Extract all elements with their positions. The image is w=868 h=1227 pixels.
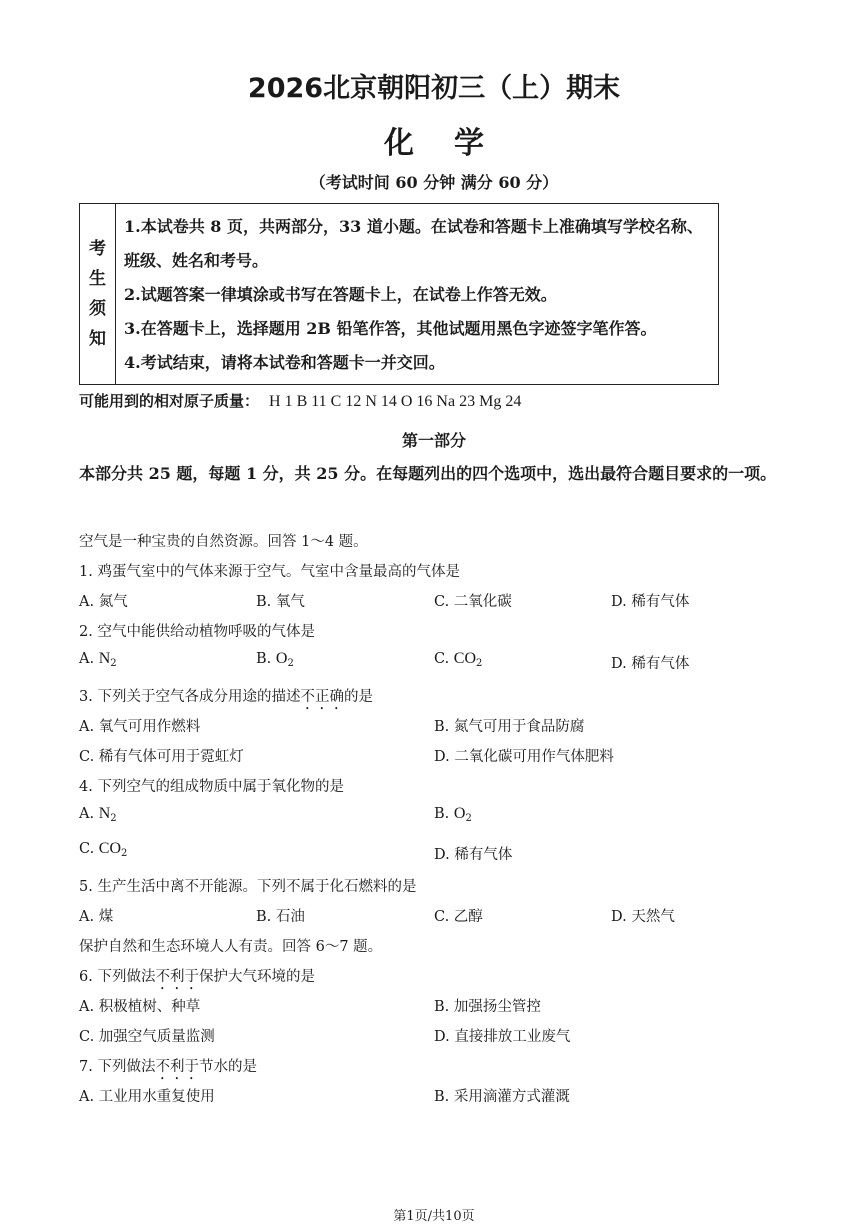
option-c: C. 稀有气体可用于霓虹灯 [79,749,244,765]
notice-head-char: 须 [89,299,106,319]
option-d: D. 直接排放工业废气 [434,1029,571,1045]
option-c: C. $CO_2$ [79,840,128,859]
part-intro: 本部分共 25 题，每题 1 分，共 25 分。在每题列出的四个选项中，选出最符合题目要求的一项。 [79,464,777,483]
option-d: D. 稀有气体 [434,847,513,863]
option-c: C. 二氧化碳 [434,594,512,610]
notice-head-char: 生 [89,269,106,289]
question-stem: 6. 下列做法不利于保护大气环境的是 [79,969,315,985]
notice-text [124,210,710,380]
notice-line: 1.本试卷共 8 页，共两部分，33 道小题。在试卷和答题卡上准确填写学校名称、班级、姓名和考号。 [124,217,703,270]
question-stem: 2. 空气中能供给动植物呼吸的气体是 [79,624,315,640]
notice-box [79,203,719,385]
notice-line: 2.试题答案一律填涂或书写在答题卡上，在试卷上作答无效。 [124,285,557,304]
atomic-mass-values: H 1 B 11 C 12 N 14 O 16 Na 23 Mg 24 [269,393,522,410]
notice-line: 3.在答题卡上，选择题用 2B 铅笔作答，其他试题用黑色字迹签字笔作答。 [124,319,657,338]
question-stem: 1. 鸡蛋气室中的气体来源于空气。气室中含量最高的气体是 [79,564,460,580]
option-b: B. 氧气 [256,594,305,610]
subject-title: 化学 [384,126,524,161]
question-stem: 5. 生产生活中离不开能源。下列不属于化石燃料的是 [79,879,417,895]
option-c: C. 乙醇 [434,909,483,925]
option-a: A. 工业用水重复使用 [79,1089,215,1105]
option-b: B. $O_2$ [256,650,294,669]
part-title: 第一部分 [401,431,466,450]
option-c: C. 加强空气质量监测 [79,1029,215,1045]
group-intro: 空气是一种宝贵的自然资源。回答 1～4 题。 [79,534,368,550]
question-stem: 4. 下列空气的组成物质中属于氧化物的是 [79,779,344,795]
page-footer: 第1页/共10页 [393,1209,475,1224]
option-b: B. 石油 [256,909,305,925]
option-a: A. $N_2$ [79,805,117,824]
option-c: C. $CO_2$ [434,650,483,669]
time-info: （考试时间 60 分钟 满分 60 分） [309,173,559,192]
option-b: B. $O_2$ [434,805,472,824]
option-d: D. 天然气 [611,909,675,925]
option-a: A. 氧气可用作燃料 [79,719,201,735]
notice-head-char: 考 [89,239,106,259]
option-a: A. 氮气 [79,594,128,610]
question-stem: 3. 下列关于空气各成分用途的描述不正确的是 [79,689,373,705]
option-d: D. 二氧化碳可用作气体肥料 [434,749,614,765]
notice-head-char: 知 [89,329,106,349]
notice-line: 4.考试结束，请将本试卷和答题卡一并交回。 [124,353,445,372]
option-b: B. 氮气可用于食品防腐 [434,719,585,735]
option-d: D. 稀有气体 [611,656,690,672]
option-a: A. 积极植树、种草 [79,999,201,1015]
option-a: A. $N_2$ [79,650,117,669]
option-d: D. 稀有气体 [611,594,690,610]
exam-title: 2026北京朝阳初三（上）期末 [247,73,621,104]
option-b: B. 加强扬尘管控 [434,999,541,1015]
option-b: B. 采用滴灌方式灌溉 [434,1089,570,1105]
group-intro: 保护自然和生态环境人人有责。回答 6～7 题。 [79,939,383,955]
notice-heading [80,204,116,384]
emphasis-text: 不正确 [300,689,344,705]
emphasis-text: 不利于 [155,969,199,985]
atomic-mass-label: 可能用到的相对原子质量： [79,392,260,410]
question-stem: 7. 下列做法不利于节水的是 [79,1059,257,1075]
option-a: A. 煤 [79,909,114,925]
emphasis-text: 不利于 [155,1059,199,1075]
atomic-mass-line [79,390,521,411]
